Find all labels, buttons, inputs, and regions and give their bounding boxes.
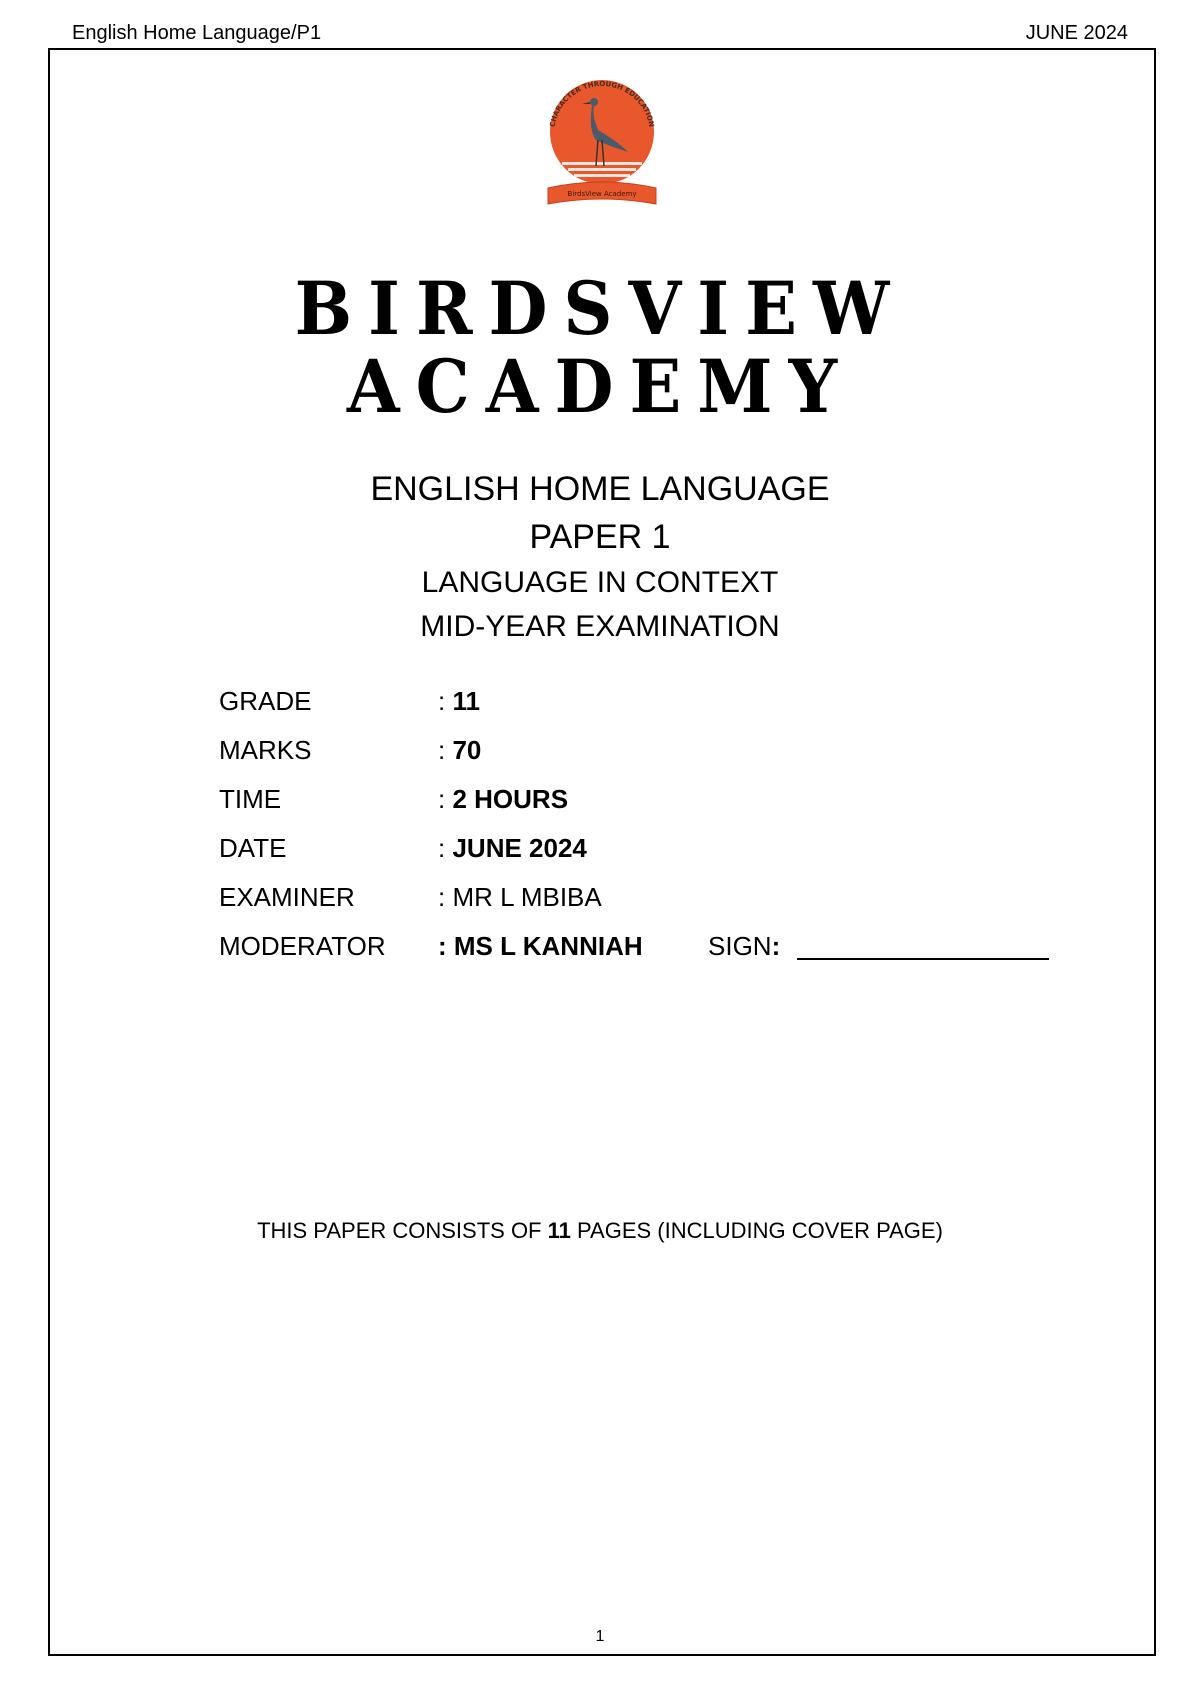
detail-label: MARKS: [219, 735, 312, 765]
header-left: English Home Language/P1: [72, 22, 322, 44]
page-number: 1: [595, 1628, 605, 1645]
subject-title: ENGLISH HOME LANGUAGE: [370, 470, 830, 508]
sign-label: SIGN:: [708, 931, 781, 961]
logo-banner-text: BirdsView Academy: [567, 190, 637, 198]
detail-label: EXAMINER: [219, 882, 355, 912]
detail-label: DATE: [219, 833, 287, 863]
detail-value: : MS L KANNIAH: [438, 931, 643, 961]
header-right: JUNE 2024: [1025, 22, 1128, 44]
section-title: LANGUAGE IN CONTEXT: [421, 566, 779, 599]
detail-label: TIME: [219, 784, 282, 814]
detail-label: GRADE: [219, 686, 312, 716]
detail-label: MODERATOR: [219, 931, 386, 961]
school-logo: [538, 76, 666, 210]
school-name-line1: BIRDSVIEW: [294, 265, 906, 353]
signature-line: [797, 958, 1049, 960]
page-count-note: THIS PAPER CONSISTS OF 11 PAGES (INCLUDING COVER PAGE): [257, 1218, 943, 1243]
detail-value: : 2 HOURS: [438, 784, 569, 814]
exam-title: MID-YEAR EXAMINATION: [420, 610, 780, 643]
paper-title: PAPER 1: [529, 518, 671, 556]
logo-motto: CHARACTER THROUGH EDUCATION: [548, 79, 656, 128]
school-name-line2: ACADEMY: [346, 343, 854, 431]
detail-value: : 11: [438, 686, 480, 716]
detail-value: : JUNE 2024: [438, 833, 587, 863]
detail-value: : MR L MBIBA: [438, 882, 602, 912]
detail-value: : 70: [438, 735, 482, 765]
